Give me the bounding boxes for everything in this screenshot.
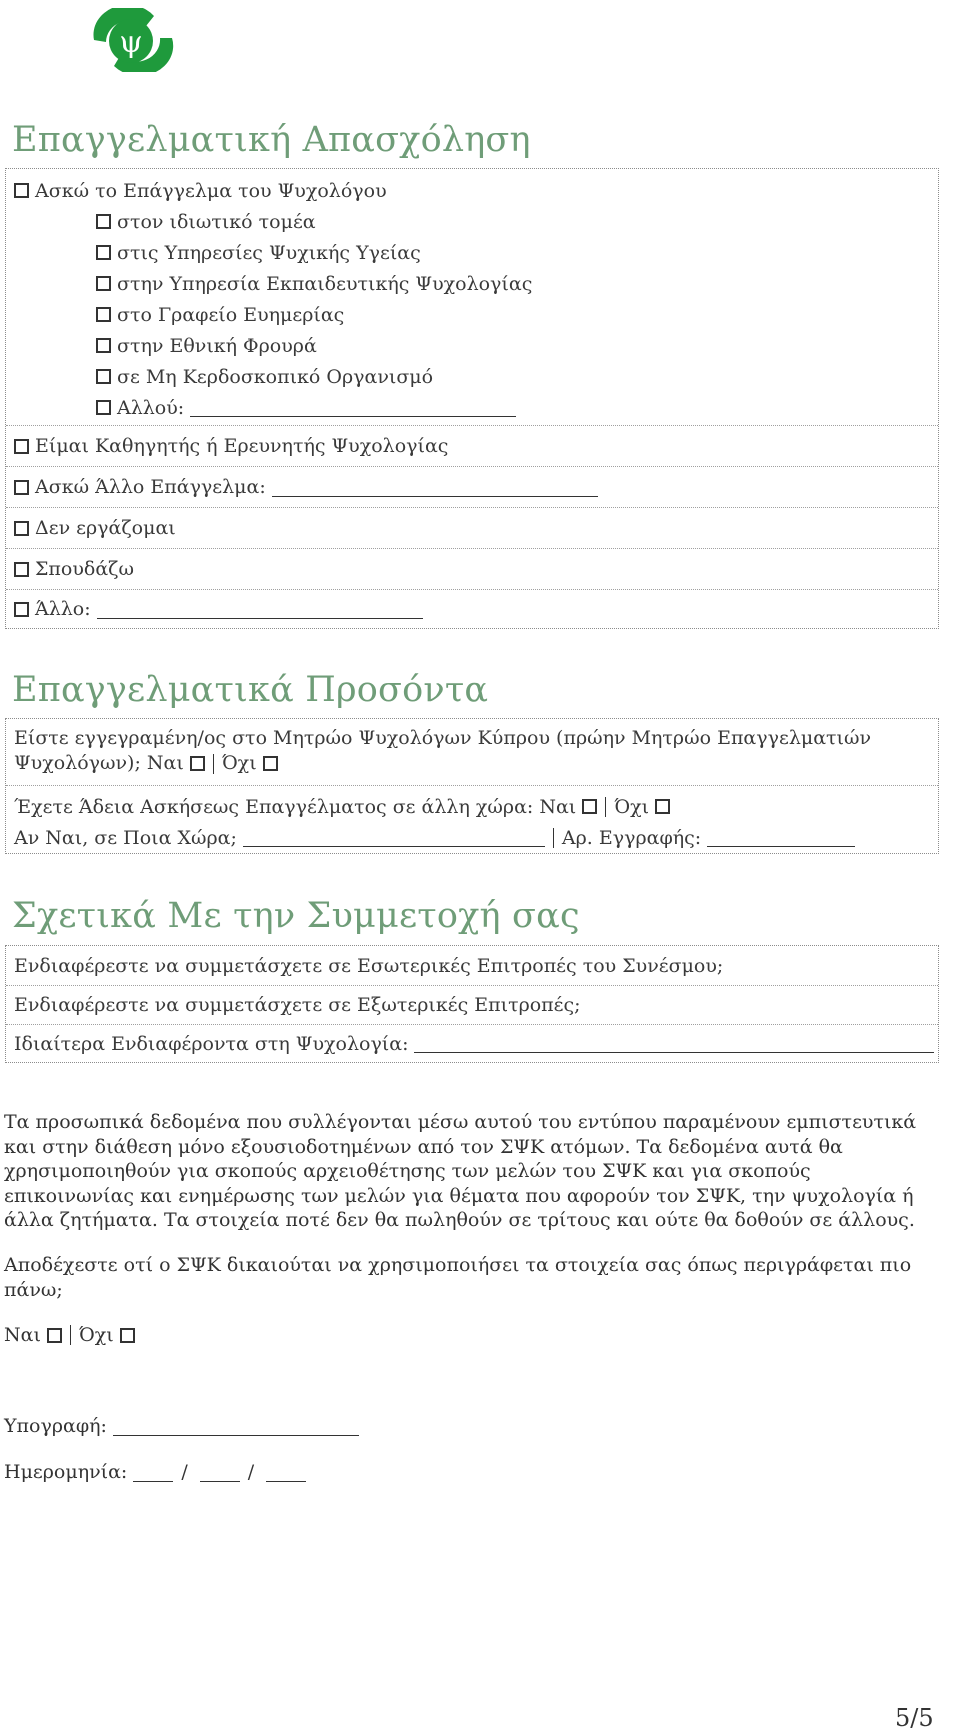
date-slash: /	[181, 1461, 188, 1483]
qualifications-title: Επαγγελματικά Προσόντα	[12, 670, 489, 710]
date-label: Ημερομηνία:	[4, 1461, 128, 1483]
checkbox[interactable]	[14, 439, 29, 454]
consent-no-label: Όχι	[78, 1324, 114, 1346]
psi-logo-icon	[84, 8, 174, 72]
practice-option-educational	[96, 268, 938, 299]
practice-item	[14, 175, 938, 206]
qualifications-box	[5, 718, 939, 854]
employment-box	[5, 168, 939, 629]
consent-yes-checkbox[interactable]	[47, 1328, 62, 1343]
separator	[70, 1325, 71, 1345]
license-yes-checkbox[interactable]	[582, 799, 597, 814]
external-committees-row	[6, 985, 938, 1024]
license-no-label: Όχι	[614, 795, 650, 818]
other-field[interactable]	[97, 600, 423, 619]
participation-title: Σχετικά Με την Συμμετοχή σας	[12, 896, 580, 936]
professor-label: Είμαι Καθηγητής ή Ερευνητής Ψυχολογίας	[35, 435, 449, 457]
date-month-field[interactable]	[200, 1463, 240, 1482]
reg-no-field[interactable]	[707, 828, 855, 847]
elsewhere-field[interactable]	[190, 398, 516, 417]
practice-option-national-guard	[96, 330, 938, 361]
practice-option-mental-health	[96, 237, 938, 268]
reg-no-label: Αρ. Εγγραφής:	[561, 826, 702, 849]
unemployed-label: Δεν εργάζομαι	[35, 517, 176, 539]
checkbox[interactable]	[96, 338, 111, 353]
option-label: σε Μη Κερδοσκοπικό Οργανισμό	[117, 365, 434, 388]
date-year-field[interactable]	[266, 1463, 306, 1482]
date-day-field[interactable]	[133, 1463, 173, 1482]
participation-box	[5, 945, 939, 1063]
signature-label: Υπογραφή:	[4, 1415, 107, 1437]
option-label: στο Γραφείο Ευημερίας	[117, 303, 345, 326]
license-row	[6, 785, 938, 853]
consent-question: Αποδέχεστε οτί ο ΣΨΚ δικαιούται να χρησιμοποιήσει τα στοιχεία σας όπως περιγράφεται πιο πάνω;	[4, 1254, 912, 1301]
student-row	[6, 548, 938, 589]
license-question	[14, 791, 938, 822]
unemployed-row	[6, 507, 938, 548]
registry-yes-checkbox[interactable]	[190, 756, 205, 771]
license-question-text: Έχετε Άδεια Ασκήσεως Επαγγέλματος σε άλλη χώρα: Ναι	[14, 795, 577, 818]
registry-no-label: Όχι	[221, 752, 257, 774]
other-profession-label: Ασκώ Άλλο Επάγγελμα:	[35, 476, 266, 498]
practice-label: Ασκώ το Επάγγελμα του Ψυχολόγου	[35, 179, 387, 202]
country-line	[14, 822, 938, 853]
checkbox[interactable]	[96, 245, 111, 260]
external-committees-question: Ενδιαφέρεστε να συμμετάσχετε σε Εξωτερικές Επιτροπές;	[14, 994, 581, 1016]
other-label: Άλλο:	[35, 598, 91, 620]
option-label: Αλλού:	[117, 396, 185, 419]
checkbox[interactable]	[14, 480, 29, 495]
signature-line	[4, 1412, 359, 1440]
professor-row	[6, 425, 938, 466]
other-profession-field[interactable]	[272, 478, 598, 497]
option-label: στις Υπηρεσίες Ψυχικής Υγείας	[117, 241, 421, 264]
country-field[interactable]	[243, 828, 545, 847]
checkbox[interactable]	[14, 521, 29, 536]
practice-option-private	[96, 206, 938, 237]
checkbox[interactable]	[96, 307, 111, 322]
practice-option-nonprofit	[96, 361, 938, 392]
checkbox[interactable]	[14, 602, 29, 617]
practice-checkbox[interactable]	[14, 183, 29, 198]
checkbox[interactable]	[96, 400, 111, 415]
consent-yes-label: Ναι	[4, 1324, 41, 1346]
privacy-paragraph: Τα προσωπικά δεδομένα που συλλέγονται μέσω αυτού του εντύπου παραμένουν εμπιστευτικά και στην διάθεση μόνο εξουσιοδοτημένων από τον ΣΨΚ ατόμων. Τα δεδομένα αυτά θα χρησιμοποιηθούν για σκοπούς αρχειοθέτησης των μελών του ΣΨΚ και για σκοπούς επικοινωνίας και ενημέρωσης των μελών για θέματα που αφορούν τον ΣΨΚ, την ψυχολογία ή άλλα ζητήματα. Τα στοιχεία ποτέ δεν θα πωληθούν σε τρίτους και ούτε θα δοθούν σε άλλους.	[4, 1111, 917, 1231]
separator	[605, 797, 606, 817]
separator	[213, 754, 214, 774]
option-label: στην Εθνική Φρουρά	[117, 334, 317, 357]
checkbox[interactable]	[96, 369, 111, 384]
signature-field[interactable]	[113, 1417, 359, 1436]
internal-committees-question: Ενδιαφέρεστε να συμμετάσχετε σε Εσωτερικές Επιτροπές του Συνέσμου;	[14, 954, 724, 977]
interests-row	[6, 1024, 938, 1062]
other-profession-row	[6, 466, 938, 507]
page-number: 5/5	[895, 1704, 934, 1732]
consent-answer	[4, 1322, 135, 1348]
checkbox[interactable]	[96, 214, 111, 229]
other-row	[6, 589, 938, 628]
practice-option-elsewhere	[96, 392, 938, 423]
country-question: Αν Ναι, σε Ποια Χώρα;	[14, 826, 237, 849]
registry-question-text: Ψυχολόγων); Ναι	[14, 752, 184, 774]
license-no-checkbox[interactable]	[655, 799, 670, 814]
option-label: στην Υπηρεσία Εκπαιδευτικής Ψυχολογίας	[117, 272, 533, 295]
student-label: Σπουδάζω	[35, 558, 134, 580]
interests-label: Ιδιαίτερα Ενδιαφέροντα στη Ψυχολογία:	[14, 1032, 409, 1055]
practice-row	[6, 169, 938, 425]
logo-symbol: ψ	[119, 25, 143, 60]
option-label: στον ιδιωτικό τομέα	[117, 210, 316, 233]
checkbox[interactable]	[96, 276, 111, 291]
consent-no-checkbox[interactable]	[120, 1328, 135, 1343]
date-slash: /	[247, 1461, 255, 1483]
registry-row	[6, 719, 938, 785]
date-line	[4, 1458, 306, 1486]
separator	[553, 828, 554, 848]
employment-title: Επαγγελματική Απασχόληση	[12, 120, 531, 160]
registry-no-checkbox[interactable]	[263, 756, 278, 771]
practice-option-welfare	[96, 299, 938, 330]
checkbox[interactable]	[14, 562, 29, 577]
interests-field[interactable]	[414, 1034, 934, 1053]
internal-committees-row	[6, 946, 938, 985]
registry-question-line2	[14, 751, 938, 776]
registry-question-line1: Είστε εγγεγραμένη/ος στο Μητρώο Ψυχολόγων Κύπρου (πρώην Μητρώο Επαγγελματιών	[14, 727, 872, 749]
